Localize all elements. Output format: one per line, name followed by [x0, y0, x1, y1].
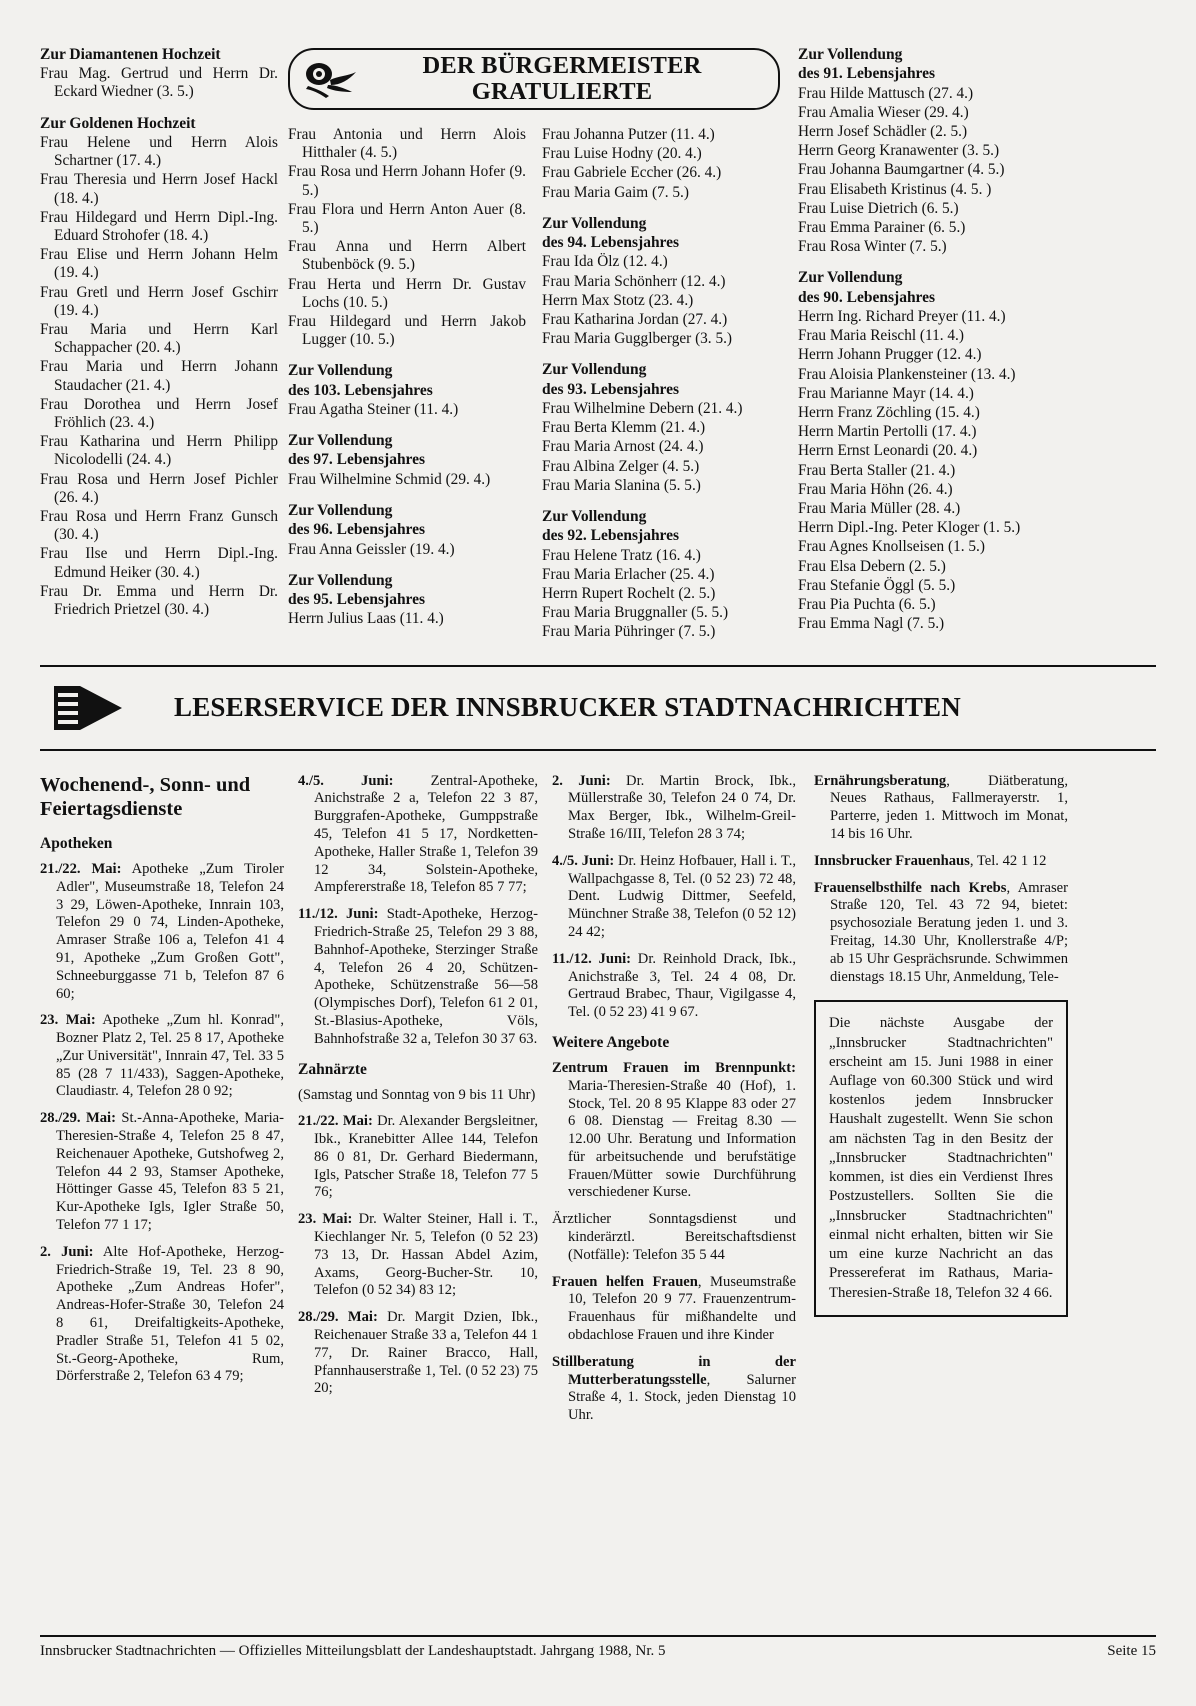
service-entry: 2. Juni: Dr. Martin Brock, Ibk., Müllerstraße 30, Telefon 24 0 74, Dr. Max Berger, Ibk., Wilhelm-Greil-Straße 16/III, Telefon 28 3 74;	[552, 772, 797, 842]
congrats-entry: Frau Rosa und Herrn Johann Hofer (9. 5.)	[288, 163, 526, 199]
congrats-entry: Frau Maria Gugglberger (3. 5.)	[542, 330, 733, 348]
congrats-entry: Frau Luise Hodny (20. 4.)	[542, 145, 702, 163]
service-section	[40, 773, 1156, 1435]
congrats-entry: Frau Stefanie Öggl (5. 5.)	[798, 576, 956, 594]
service-entry: 4./5. Juni: Zentral-Apotheke, Anichstraße 2 a, Telefon 22 3 87, Burggrafen-Apotheke, Gumppstraße 45, Telefon 41 5 17, Nordketten-Apotheke, Haller Straße 1, Telefon 39 12 34, Solstein-Apotheke, Ampfererstraße 18, Telefon 85 7 77;	[298, 772, 538, 896]
congrats-entry: Frau Rosa und Herrn Josef Pichler (26. 4.)	[40, 470, 278, 506]
congrats-entry: Frau Gabriele Eccher (26. 4.)	[542, 164, 722, 182]
congrats-heading: Zur Vollendung	[542, 214, 647, 232]
congrats-entry: Frau Emma Nagl (7. 5.)	[798, 615, 945, 633]
congrats-entry: Frau Maria Pühringer (7. 5.)	[542, 623, 716, 641]
congrats-entry: Frau Maria Arnost (24. 4.)	[542, 438, 704, 456]
congrats-entry: Frau Katharina Jordan (27. 4.)	[542, 310, 728, 328]
congrats-entry: Herrn Franz Zöchling (15. 4.)	[798, 403, 980, 421]
congrats-entry: Frau Anna und Herrn Albert Stubenböck (9. 5.)	[288, 238, 526, 274]
congrats-entry: Frau Maria Gaim (7. 5.)	[542, 183, 689, 201]
congrats-entry: Frau Maria Müller (28. 4.)	[798, 499, 961, 517]
congrats-heading: des 93. Lebensjahres	[542, 380, 680, 398]
congrats-heading: des 91. Lebensjahres	[798, 65, 936, 83]
service-entry: Innsbrucker Frauenhaus, Tel. 42 1 12	[814, 852, 1047, 869]
congrats-heading: Zur Diamantenen Hochzeit	[40, 46, 221, 63]
congrats-entry: Herrn Josef Schädler (2. 5.)	[798, 122, 968, 140]
congrats-entry: Herrn Julius Laas (11. 4.)	[288, 610, 444, 628]
congrats-entry: Frau Theresia und Herrn Josef Hackl (18. 4.)	[40, 171, 278, 207]
congrats-entry: Frau Ilse und Herrn Dipl.-Ing. Edmund Heiker (30. 4.)	[40, 545, 278, 581]
congrats-heading: des 97. Lebensjahres	[288, 451, 426, 469]
service-entry: 23. Mai: Apotheke „Zum hl. Konrad", Bozner Platz 2, Tel. 25 8 17, Apotheke „Zur Universität", Innrain 47, Tel. 33 5 85 (28 7 11/433), Saggen-Apotheke, Claudiastr. 4, Telefon 28 0 92;	[40, 1012, 284, 1100]
congrats-entry: Frau Rosa und Herrn Franz Gunsch (30. 4.)	[40, 508, 278, 544]
congrats-entry: Frau Gretl und Herrn Josef Gschirr (19. 4.)	[40, 283, 278, 319]
service-title: Wochenend-, Sonn- und Feiertagsdienste	[40, 773, 251, 820]
congrats-entry: Herrn Dipl.-Ing. Peter Kloger (1. 5.)	[798, 519, 1021, 537]
congrats-entry: Frau Helene Tratz (16. 4.)	[542, 546, 701, 564]
congrats-entry: Frau Johanna Baumgartner (4. 5.)	[798, 161, 1005, 179]
congrats-entry: Frau Albina Zelger (4. 5.)	[542, 457, 700, 475]
congrats-entry: Frau Agnes Knollseisen (1. 5.)	[798, 538, 985, 556]
congrats-heading: des 95. Lebensjahres	[288, 591, 426, 609]
congrats-heading: des 96. Lebensjahres	[288, 521, 426, 539]
service-entry: 28./29. Mai: Dr. Margit Dzien, Ibk., Reichenauer Straße 33 a, Telefon 44 1 77, Dr. Rainer Bracco, Hall, Pfannhauserstraße 1, Tel. (0 52 23) 75 20;	[298, 1309, 538, 1397]
congrats-column-3	[788, 46, 1148, 634]
congrats-entry: Frau Elise und Herrn Johann Helm (19. 4.)	[40, 246, 278, 282]
banner-title: LESERSERVICE DER INNSBRUCKER STADTNACHRICHTEN	[174, 692, 961, 723]
congrats-entry: Frau Maria und Herrn Johann Staudacher (21. 4.)	[40, 358, 278, 394]
congrats-entry: Frau Antonia und Herrn Alois Hitthaler (4. 5.)	[288, 126, 526, 162]
service-column-3	[552, 773, 810, 1435]
congrats-entry: Herrn Johann Prugger (12. 4.)	[798, 346, 982, 364]
congrats-entry: Frau Maria Slanina (5. 5.)	[542, 476, 701, 494]
congrats-entry: Frau Maria Bruggnaller (5. 5.)	[542, 604, 729, 622]
congrats-entry: Herrn Ernst Leonardi (20. 4.)	[798, 442, 978, 460]
congrats-heading: des 103. Lebensjahres	[288, 381, 433, 399]
congrats-entry: Frau Mag. Gertrud und Herrn Dr. Eckard Wiedner (3. 5.)	[40, 65, 278, 101]
page-footer	[40, 1635, 1156, 1660]
masthead-title: DER BÜRGERMEISTER GRATULIERTE	[422, 52, 702, 105]
footer-left: Innsbrucker Stadtnachrichten — Offizielles Mitteilungsblatt der Landeshauptstadt. Jahrgang 1988, Nr. 5	[40, 1643, 666, 1659]
apotheken-subhead: Apotheken	[40, 834, 113, 852]
congrats-entry: Frau Berta Klemm (21. 4.)	[542, 419, 706, 437]
congrats-entry: Frau Marianne Mayr (14. 4.)	[798, 384, 974, 402]
weitere-angebote-subhead: Weitere Angebote	[552, 1033, 670, 1051]
service-entry: 21./22. Mai: Dr. Alexander Bergsleitner, Ibk., Kranebitter Allee 144, Telefon 86 0 81, Dr. Gerhard Biedermann, Igls, Patscher Straße 18, Telefon 77 5 76;	[298, 1113, 538, 1201]
service-entry: 2. Juni: Alte Hof-Apotheke, Herzog-Friedrich-Straße 19, Tel. 23 8 90, Apotheke „Zum Andreas Hofer", Andreas-Hofer-Straße 30, Telefon 24 8 61, Dreifaltigkeits-Apotheke, Pradler Straße 51, Telefon 41 5 02, St.-Georg-Apotheke, Rum, Dörferstraße 2, Telefon 63 4 79;	[40, 1243, 284, 1385]
congrats-entry: Frau Flora und Herrn Anton Auer (8. 5.)	[288, 200, 526, 237]
congrats-entry: Frau Maria Höhn (26. 4.)	[798, 480, 953, 498]
congrats-heading: Zur Vollendung	[288, 501, 393, 519]
congrats-entry: Frau Wilhelmine Debern (21. 4.)	[542, 399, 743, 417]
congrats-heading: Zur Goldenen Hochzeit	[40, 114, 196, 132]
congrats-heading: Zur Vollendung	[288, 571, 393, 589]
congrats-entry: Frau Helene und Herrn Alois Schartner (17. 4.)	[40, 133, 278, 170]
congrats-entry: Frau Wilhelmine Schmid (29. 4.)	[288, 470, 491, 488]
service-entry: 21./22. Mai: Apotheke „Zum Tiroler Adler", Museumstraße 18, Telefon 24 3 29, Löwen-Apotheke, Innrain 103, Telefon 29 0 74, Linden-Apotheke, Amraser Straße 106 a, Telefon 41 4 91, Apotheke „Zum Großen Gott", Schneeburggasse 71 b, Telefon 87 6 60;	[40, 860, 284, 1002]
congrats-entry: Frau Emma Parainer (6. 5.)	[798, 218, 966, 236]
congrats-entry: Herrn Rupert Rochelt (2. 5.)	[542, 584, 716, 602]
congrats-column-2a	[288, 126, 526, 643]
next-issue-notice	[814, 1000, 1068, 1317]
service-entry: 11./12. Juni: Dr. Reinhold Drack, Ibk., Anichstraße 3, Tel. 24 4 08, Dr. Gertraud Brabec, Thaur, Vigilgasse 4, Tel. (0 52 23) 41 9 67.	[552, 950, 796, 1021]
congrats-entry: Herrn Ing. Richard Preyer (11. 4.)	[798, 307, 1006, 325]
zahnaerzte-subhead: Zahnärzte	[298, 1060, 367, 1078]
congrats-heading: Zur Vollendung	[288, 362, 393, 380]
congrats-entry: Frau Hildegard und Herrn Dipl.-Ing. Eduard Strohofer (18. 4.)	[40, 208, 278, 244]
service-entry: 4./5. Juni: Dr. Heinz Hofbauer, Hall i. T., Wallpachgasse 8, Tel. (0 52 23) 72 48, Dent. Ludwig Dittmer, Seefeld, Münchner Straße 38, Telefon (0 52 12) 24 42;	[552, 852, 796, 940]
congrats-entry: Frau Hildegard und Herrn Jakob Lugger (10. 5.)	[288, 313, 526, 349]
congrats-entry: Frau Amalia Wieser (29. 4.)	[798, 103, 969, 121]
next-issue-text: Die nächste Ausgabe der „Innsbrucker Stadtnachrichten" erscheint am 15. Juni 1988 in einer Auflage von 60.300 Stück und wird kostenlos jedem Innsbrucker Haushalt zugestellt. Wenn Sie schon am nächsten Tag in den Besitz der „Innsbrucker Stadtnachrichten" kommen, ist dies ein Verdienst Ihres Postzustellers. Sollten Sie die „Innsbrucker Stadtnachrichten" einmal nicht erhalten, bitten wir Sie um eine kurze Nachricht an das Pressereferat im Rathaus, Maria-Theresien-Straße 18, Telefon 32 4 66.	[829, 1015, 1053, 1301]
congrats-entry: Herrn Georg Kranawenter (3. 5.)	[798, 142, 1000, 160]
congrats-entry: Frau Katharina und Herrn Philipp Nicolodelli (24. 4.)	[40, 433, 278, 469]
congrats-entry: Frau Maria Erlacher (25. 4.)	[542, 565, 715, 583]
congrats-entry: Frau Dorothea und Herrn Josef Fröhlich (23. 4.)	[40, 395, 278, 432]
congrats-entry: Frau Ida Ölz (12. 4.)	[542, 253, 668, 271]
congrats-heading: des 92. Lebensjahres	[542, 527, 680, 545]
service-entry: Frauen helfen Frauen, Museumstraße 10, Telefon 20 9 77. Frauenzentrum-Frauenhaus für mißhandelte und obdachlose Frauen und ihre Kinder	[552, 1273, 796, 1344]
congrats-entry: Frau Johanna Putzer (11. 4.)	[542, 126, 715, 143]
congrats-heading: Zur Vollendung	[798, 46, 903, 63]
congrats-entry: Frau Maria Schönherr (12. 4.)	[542, 272, 726, 290]
congrats-entry: Frau Maria und Herrn Karl Schappacher (20. 4.)	[40, 321, 278, 357]
service-column-1	[40, 773, 298, 1435]
congrats-heading: des 90. Lebensjahres	[798, 288, 936, 306]
service-column-4	[810, 773, 1068, 1435]
congrats-column-1	[40, 46, 288, 620]
congrats-entry: Frau Rosa Winter (7. 5.)	[798, 238, 947, 256]
congrats-entry: Frau Anna Geissler (19. 4.)	[288, 540, 455, 558]
service-entry: Frauenselbsthilfe nach Krebs, Amraser Straße 120, Tel. 43 72 94, bietet: psychosoziale Beratung jeden 1. und 3. Freitag, 14.30 Uhr, Knollerstraße 4/P; ab 15 Uhr Gesprächsrunde. Schwimmen dienstags 18.15 Uhr, Anmeldung, Tele-	[814, 879, 1068, 985]
congrats-entry: Frau Dr. Emma und Herrn Dr. Friedrich Prietzel (30. 4.)	[40, 582, 278, 619]
service-column-2	[298, 773, 552, 1435]
service-entry: 28./29. Mai: St.-Anna-Apotheke, Maria-Theresien-Straße 4, Telefon 25 8 47, Reichenauer Apotheke, Gutshofweg 2, Telefon 44 2 93, Stamser Apotheke, Höttinger Gasse 45, Telefon 83 5 21, Kur-Apotheke Igls, Igler Straße 50, Telefon 77 1 17;	[40, 1110, 284, 1234]
congrats-entry: Frau Agatha Steiner (11. 4.)	[288, 401, 459, 418]
congrats-entry: Frau Aloisia Plankensteiner (13. 4.)	[798, 365, 1016, 383]
congrats-entry: Frau Elisabeth Kristinus (4. 5. )	[798, 180, 992, 198]
congrats-entry: Herrn Martin Pertolli (17. 4.)	[798, 423, 977, 441]
congrats-column-2b	[542, 126, 780, 643]
congrats-heading: Zur Vollendung	[798, 269, 903, 287]
congrats-heading: Zur Vollendung	[542, 361, 647, 379]
congrats-entry: Frau Hilde Mattusch (27. 4.)	[798, 84, 974, 102]
congratulations-section	[40, 46, 1156, 643]
service-entry: Zentrum Frauen im Brennpunkt: Maria-Theresien-Straße 40 (Hof), 1. Stock, Tel. 20 8 95 Klappe 83 oder 27 6 08. Dienstag — Freitag 8.30 — 12.00 Uhr. Beratung und Information für arbeitsuchende und berufstätige Frauen/Mütter sowie Durchführung verschiedener Kurse.	[552, 1059, 796, 1201]
congrats-entry: Frau Pia Puchta (6. 5.)	[798, 596, 936, 613]
rose-icon	[302, 58, 358, 100]
speaker-logo-icon	[52, 680, 162, 736]
congrats-column-2	[288, 46, 788, 643]
congrats-entry: Frau Luise Dietrich (6. 5.)	[798, 199, 959, 217]
masthead-box	[288, 48, 780, 110]
service-entry: Stillberatung in der Mutterberatungsstelle, Salurner Straße 4, 1. Stock, jeden Dienstag 10 Uhr.	[552, 1353, 796, 1424]
congrats-heading: Zur Vollendung	[542, 507, 647, 525]
service-entry: 23. Mai: Dr. Walter Steiner, Hall i. T., Kiechlanger Nr. 5, Telefon (0 52 23) 73 13, Dr. Hassan Abdel Azim, Axams, Georg-Bucher-Str. 10, Telefon (0 52 34) 83 12;	[298, 1211, 538, 1299]
leserservice-banner	[40, 665, 1156, 751]
congrats-entry: Frau Berta Staller (21. 4.)	[798, 461, 956, 479]
zahnaerzte-note: (Samstag und Sonntag von 9 bis 11 Uhr)	[298, 1086, 536, 1103]
congrats-entry: Frau Elsa Debern (2. 5.)	[798, 557, 946, 575]
congrats-heading: Zur Vollendung	[288, 432, 393, 450]
service-entry: 11./12. Juni: Stadt-Apotheke, Herzog-Friedrich-Straße 25, Telefon 29 3 88, Bahnhof-Apotheke, Sterzinger Straße 4, Telefon 26 4 20, Schützen-Apotheke, Schützenstraße 56—58 (Olympisches Dorf), Telefon 61 2 01, St.-Blasius-Apotheke, Völs, Bahnhofstraße 32 a, Telefon 30 37 63.	[298, 906, 538, 1047]
congrats-entry: Frau Herta und Herrn Dr. Gustav Lochs (10. 5.)	[288, 275, 526, 311]
congrats-entry: Frau Maria Reischl (11. 4.)	[798, 327, 964, 345]
service-entry: Ernährungsberatung, Diätberatung, Neues Rathaus, Fallmerayerstr. 1, Parterre, jeden 1. Mittwoch im Monat, 14 bis 16 Uhr.	[814, 772, 1068, 842]
congrats-heading: des 94. Lebensjahres	[542, 234, 680, 252]
footer-right: Seite 15	[1107, 1643, 1156, 1659]
congrats-entry: Herrn Max Stotz (23. 4.)	[542, 291, 694, 309]
service-entry: Ärztlicher Sonntagsdienst und kinderärztl. Bereitschaftsdienst (Notfälle): Telefon 35 5 44	[552, 1211, 796, 1263]
